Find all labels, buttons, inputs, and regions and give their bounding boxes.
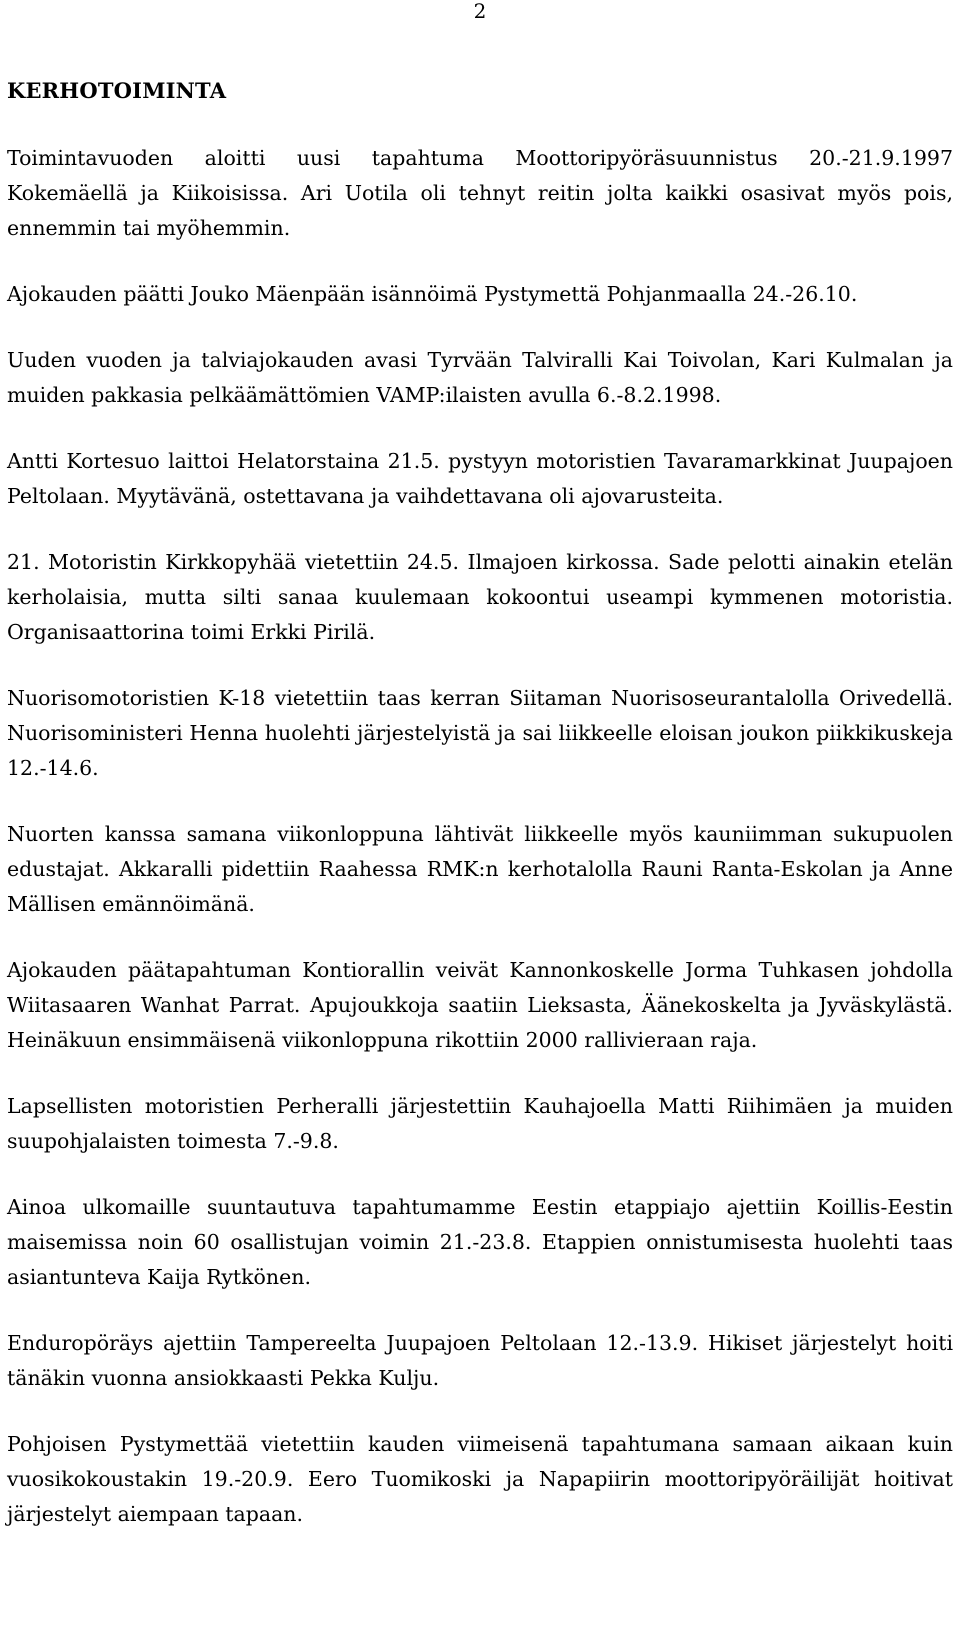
paragraph-perheralli: Lapsellisten motoristien Perheralli järjestettiin Kauhajoella Matti Riihimäen ja muiden suupohjalaisten toimesta 7.-9.8. — [7, 1094, 953, 1153]
paragraph-pohjoisen-pystymetta: Pohjoisen Pystymettää vietettiin kauden viimeisenä tapahtumana samaan aikaan kuin vuosikokoustakin 19.-20.9. Eero Tuomikoski ja Napapiirin moottoripyöräilijät hoitivat järjestelyt aiempaan tapaan. — [7, 1432, 953, 1526]
document-body — [7, 73, 953, 1563]
paragraph-pystymetta-pohjanmaa: Ajokauden päätti Jouko Mäenpään isännöimä Pystymettä Pohjanmaalla 24.-26.10. — [7, 282, 858, 306]
paragraph-tyrvaa-talviralli: Uuden vuoden ja talviajokauden avasi Tyrvään Talviralli Kai Toivolan, Kari Kulmalan ja muiden pakkasia pelkäämättömien VAMP:ilaisten avulla 6.-8.2.1998. — [7, 348, 953, 407]
paragraph-k18: Nuorisomotoristien K-18 vietettiin taas kerran Siitaman Nuorisoseurantalolla Orivedellä. Nuorisoministeri Henna huolehti järjestelyistä ja sai liikkeelle eloisan joukon piikkikuskeja 12.-14.6. — [7, 686, 953, 780]
paragraph-enduroporays: Enduropöräys ajettiin Tampereelta Juupajoen Peltolaan 12.-13.9. Hikiset järjestelyt hoiti tänäkin vuonna ansiokkaasti Pekka Kulju. — [7, 1331, 953, 1390]
page-number: 2 — [473, 0, 487, 23]
paragraph-kirkkopyha: 21. Motoristin Kirkkopyhää vietettiin 24.5. Ilmajoen kirkossa. Sade pelotti ainakin etelän kerholaisia, mutta silti sanaa kuulemaan kokoontui useampi kymmenen motoristia. Organisaattorina toimi Erkki Pirilä. — [7, 550, 953, 644]
paragraph-motorcycle-orienteering: Toimintavuoden aloitti uusi tapahtuma Moottoripyöräsuunnistus 20.-21.9.1997 Kokemäellä ja Kiikoisissa. Ari Uotila oli tehnyt reitin jolta kaikki osasivat myös pois, ennemmin tai myöhemmin. — [7, 146, 953, 240]
section-heading: KERHOTOIMINTA — [7, 78, 227, 103]
paragraph-kontioralli: Ajokauden päätapahtuman Kontiorallin veivät Kannonkoskelle Jorma Tuhkasen johdolla Wiitasaaren Wanhat Parrat. Apujoukkoja saatiin Lieksasta, Äänekoskelta ja Jyväskylästä. Heinäkuun ensimmäisenä viikonloppuna rikottiin 2000 rallivieraan raja. — [7, 958, 953, 1052]
paragraph-akkaralli: Nuorten kanssa samana viikonloppuna lähtivät liikkeelle myös kauniimman sukupuolen edustajat. Akkaralli pidettiin Raahessa RMK:n kerhotalolla Rauni Ranta-Eskolan ja Anne Mällisen emännöimänä. — [7, 822, 953, 916]
paragraph-eesti-etappiajo: Ainoa ulkomaille suuntautuva tapahtumamme Eestin etappiajo ajettiin Koillis-Eestin maisemissa noin 60 osallistujan voimin 21.-23.8. Etappien onnistumisesta huolehti taas asiantunteva Kaija Rytkönen. — [7, 1195, 953, 1289]
paragraph-tavaramarkkinat: Antti Kortesuo laittoi Helatorstaina 21.5. pystyyn motoristien Tavaramarkkinat Juupajoen Peltolaan. Myytävänä, ostettavana ja vaihdettavana oli ajovarusteita. — [7, 449, 953, 508]
